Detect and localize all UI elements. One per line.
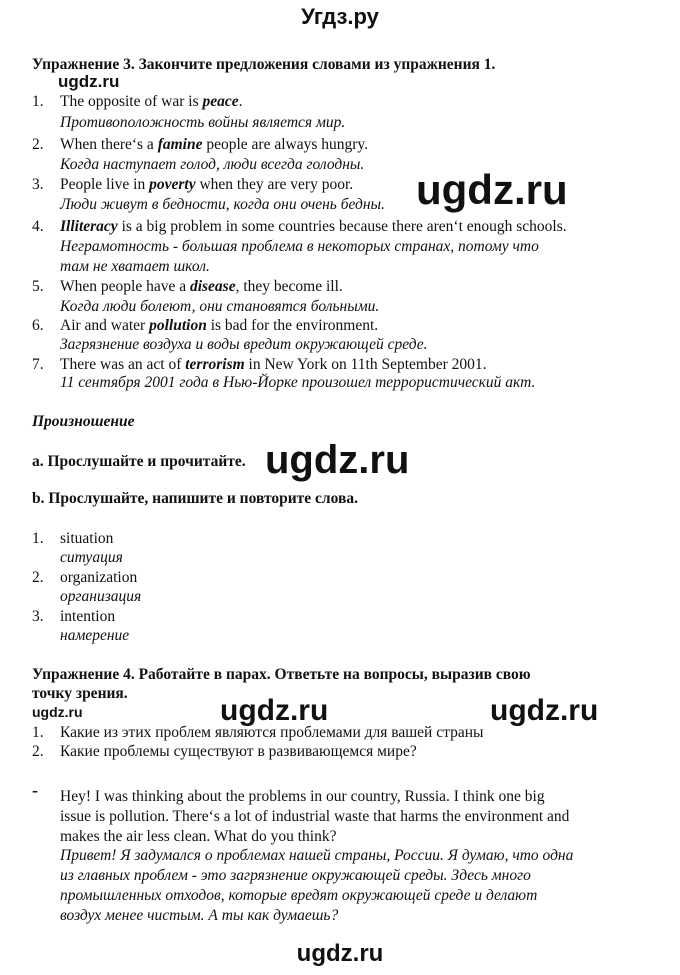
question-text: Какие проблемы существуют в развивающемся мире? [60,743,417,760]
answer-word: disease [189,278,236,295]
sentence-ru: Люди живут в бедности, когда они очень бедны. [60,196,385,213]
word-ru: организация [60,588,142,605]
task-b: b. Прослушайте, напишите и повторите слова. [32,490,358,507]
sentence-en: When people have a disease, they become ill. [60,278,343,295]
sentence-ru: Неграмотность - большая проблема в некоторых странах, потому что [60,238,539,255]
question-text: Какие из этих проблем являются проблемами для вашей страны [60,724,484,741]
watermark: ugdz.ru [265,438,410,482]
item-number: 5. [32,278,44,295]
answer-word: terrorism [185,356,245,373]
sentence-ru: Когда наступает голод, люди всегда голодны. [60,156,365,173]
watermark: ugdz.ru [58,72,120,91]
dialogue-ru-line: из главных проблем - это загрязнение окружающей среды. Здесь много [60,867,531,884]
item-number: 2. [32,136,44,153]
answer-word: poverty [149,176,196,193]
word-ru: намерение [60,627,130,644]
dialogue-ru-line: Привет! Я задумался о проблемах нашей страны, России. Я думаю, что одна [60,847,574,864]
item-number: 3. [32,608,44,625]
sentence-en: People live in poverty when they are very poor. [60,176,354,193]
item-number: 7. [32,356,44,373]
task-a: a. Прослушайте и прочитайте. [32,453,246,470]
watermark: ugdz.ru [416,166,568,213]
sentence-en: Air and water pollution is bad for the environment. [60,317,379,334]
watermark: ugdz.ru [220,694,329,727]
item-number: 3. [32,176,44,193]
sentence-ru: Противоположность войны является мир. [60,114,346,131]
sentence-ru: там не хватает школ. [60,258,210,275]
pronunciation-title: Произношение [32,413,135,430]
dialogue-en-line: Hey! I was thinking about the problems in our country, Russia. I think one big [60,788,545,805]
watermark: ugdz.ru [490,694,599,727]
dialogue-ru-line: воздух менее чистым. А ты как думаешь? [60,907,339,924]
item-number: 2. [32,743,44,760]
word-en: intention [60,608,116,625]
dialogue-ru-line: промышленных отходов, которые вредят окружающей среде и делают [60,887,538,904]
sentence-en: There was an act of terrorism in New York on 11th September 2001. [60,356,487,373]
word-ru: ситуация [60,549,123,566]
sentence-ru: Загрязнение воздуха и воды вредит окружающей среде. [60,336,428,353]
answer-word: famine [157,136,203,153]
exercise-4-heading-cont: точку зрения. [32,685,128,702]
word-en: situation [60,530,114,547]
sentence-ru: Когда люди болеют, они становятся больными. [60,298,380,315]
answer-word: pollution [149,317,207,334]
word-en: organization [60,569,138,586]
item-number: 4. [32,218,44,235]
item-number: 1. [32,530,44,547]
exercise-4-heading: Упражнение 4. Работайте в парах. Ответьте на вопросы, выразив свою [32,666,531,683]
exercise-3-heading: Упражнение 3. Закончите предложения словами из упражнения 1. [32,56,496,73]
sentence-en: When there‘s a famine people are always hungry. [60,136,369,153]
answer-word: Illiteracy [60,218,118,235]
answer-word: peace [202,93,239,110]
sentence-en: Illiteracy is a big problem in some countries because there aren‘t enough schools. [60,218,567,235]
item-number: 1. [32,724,44,741]
sentence-en: The opposite of war is peace. [60,93,243,110]
dialogue-en-line: makes the air less clean. What do you think? [60,828,337,845]
item-number: 6. [32,317,44,334]
sentence-ru: 11 сентября 2001 года в Нью-Йорке произошел террористический акт. [60,374,536,391]
footer-watermark[interactable]: ugdz.ru [296,940,384,967]
watermark: ugdz.ru [32,704,83,720]
item-number: 2. [32,569,44,586]
site-title[interactable]: Угдз.ру [301,4,379,29]
item-number: 1. [32,93,44,110]
dialogue-dash: - [32,780,38,800]
dialogue-en-line: issue is pollution. There‘s a lot of industrial waste that harms the environment and [60,808,570,825]
